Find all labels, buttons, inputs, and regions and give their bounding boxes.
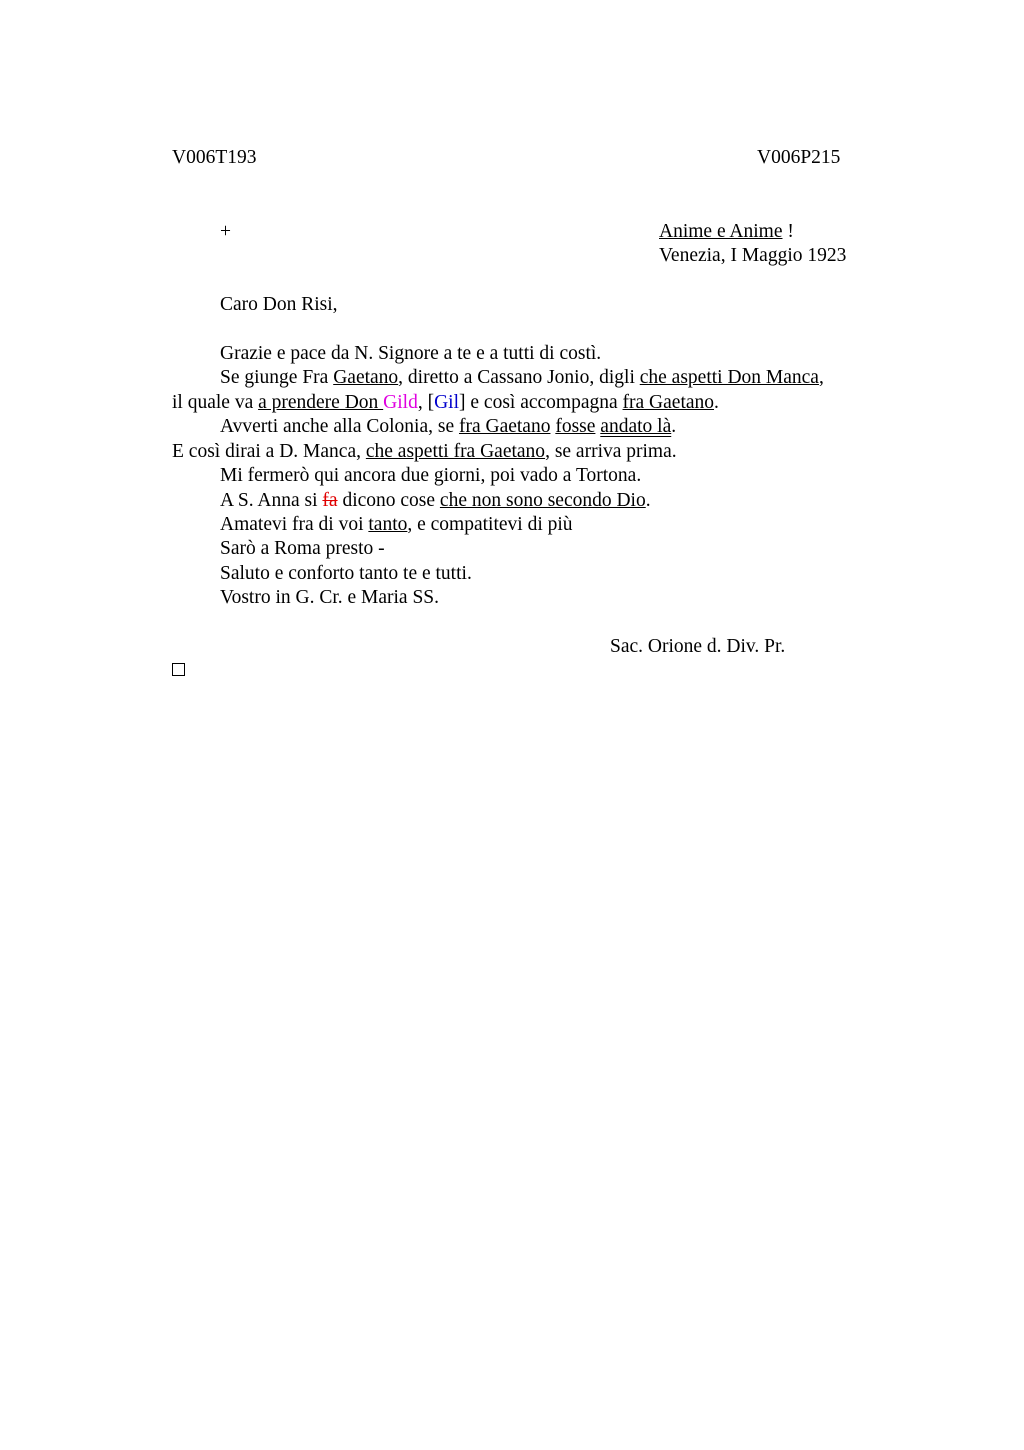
body-line-5 <box>172 440 677 464</box>
text-segment: . <box>645 490 651 511</box>
text-segment: , [ <box>417 392 435 413</box>
signature: Sac. Orione d. Div. Pr. <box>610 636 786 657</box>
motto: Anime e Anime <box>659 221 783 242</box>
header-right-code: V006P215 <box>757 147 841 168</box>
underlined-segment: a prendere Don <box>258 392 384 413</box>
text-segment: E così dirai a D. Manca, <box>172 441 366 462</box>
text-segment: , e compatitevi di più <box>407 514 573 535</box>
body-line-6: Mi fermerò qui ancora due giorni, poi vado a Tortona. <box>220 465 642 486</box>
text-segment: il quale va <box>172 392 259 413</box>
motto-suffix: ! <box>782 221 794 242</box>
body-line-3 <box>172 391 719 415</box>
body-line-9: Sarò a Roma presto - <box>220 538 385 559</box>
body-line-4 <box>220 415 676 439</box>
header-left-code: V006T193 <box>172 147 257 168</box>
underlined-segment: fra Gaetano <box>622 392 715 413</box>
underlined-segment: che aspetti fra Gaetano <box>365 441 546 462</box>
body-line-11: Vostro in G. Cr. e Maria SS. <box>220 587 440 608</box>
text-segment: Amatevi fra di voi <box>220 514 369 535</box>
motto-line <box>659 220 794 244</box>
underlined-segment: che aspetti Don Manca <box>639 367 819 388</box>
magenta-segment: Gild <box>383 392 418 413</box>
text-segment: . <box>671 416 677 437</box>
salutation: Caro Don Risi, <box>220 294 338 315</box>
text-segment: , diretto a Cassano Jonio, digli <box>398 367 640 388</box>
text-segment: Se giunge Fra <box>220 367 334 388</box>
body-line-2 <box>220 366 824 390</box>
body-line-7 <box>220 489 651 513</box>
square-symbol-icon <box>172 663 185 676</box>
text-segment: dicono cose <box>337 490 440 511</box>
place-date: Venezia, I Maggio 1923 <box>659 245 847 266</box>
text-segment: , se arriva prima. <box>545 441 677 462</box>
struck-segment: fa <box>322 490 338 511</box>
underlined-segment: Gaetano <box>333 367 399 388</box>
blue-segment: Gil <box>434 392 460 413</box>
cross-symbol: + <box>220 221 231 242</box>
body-line-1: Grazie e pace da N. Signore a te e a tutti di costì. <box>220 343 602 364</box>
body-line-10: Saluto e conforto tanto te e tutti. <box>220 563 472 584</box>
underlined-segment: fra Gaetano <box>458 416 551 437</box>
underlined-segment: che non sono secondo Dio <box>439 490 646 511</box>
text-segment: Avverti anche alla Colonia, se <box>220 416 459 437</box>
underlined-segment: tanto <box>368 514 408 535</box>
text-segment: A S. Anna si <box>220 490 323 511</box>
text-segment: ] e così accompagna <box>459 392 623 413</box>
double-underlined-segment: andato là <box>600 416 672 437</box>
text-segment: . <box>714 392 719 413</box>
text-segment: , <box>818 367 824 388</box>
body-line-8 <box>220 513 573 537</box>
underlined-segment: fosse <box>555 416 596 437</box>
